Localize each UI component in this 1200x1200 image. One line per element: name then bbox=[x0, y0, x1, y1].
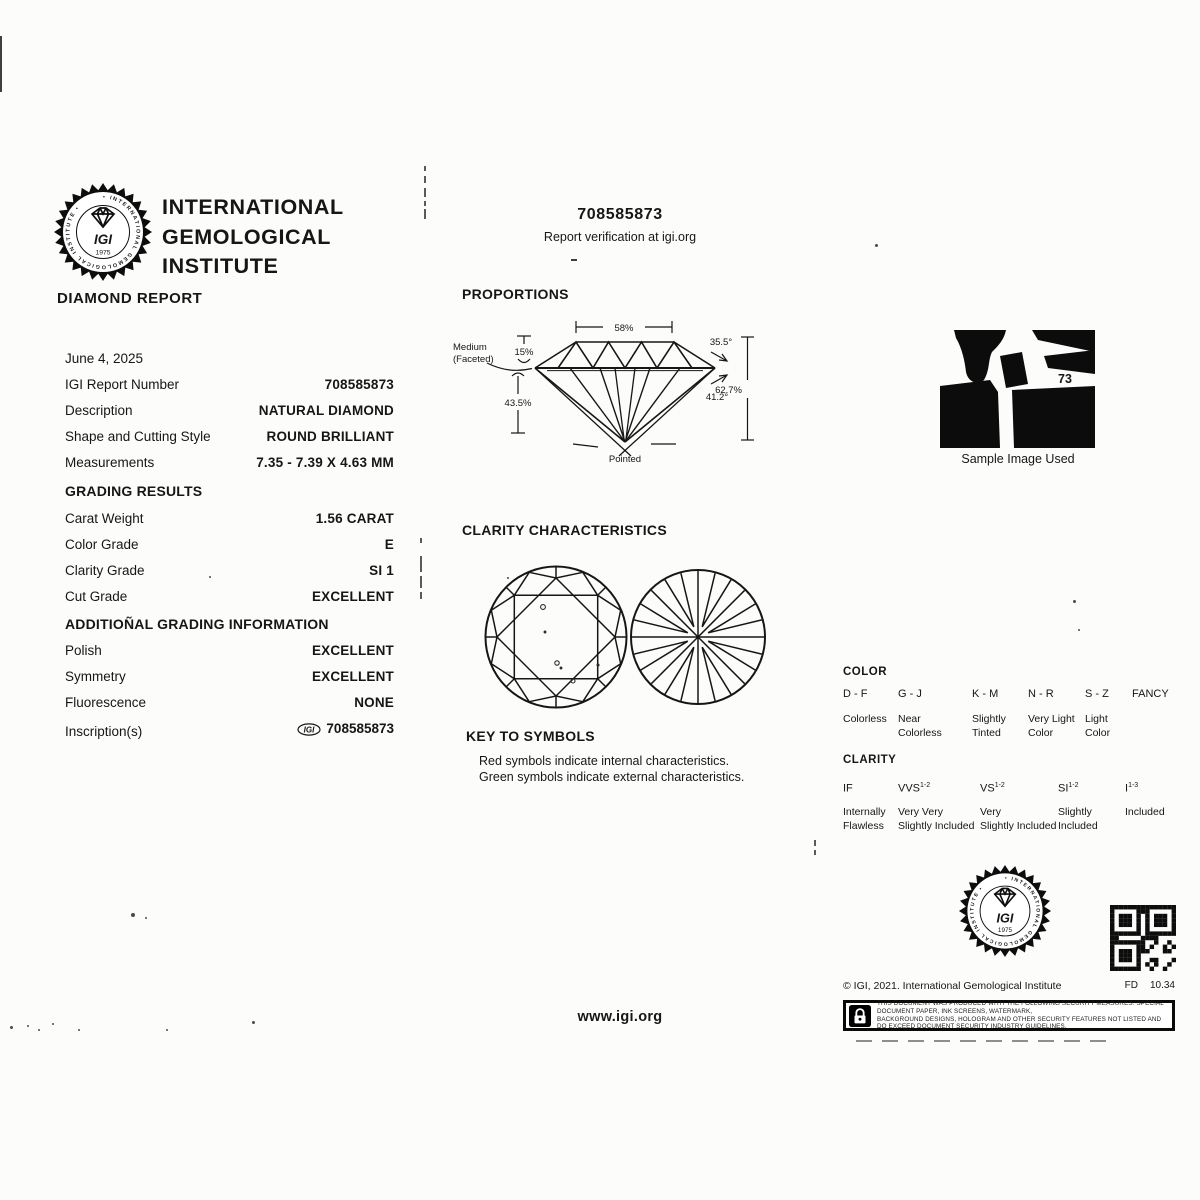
org-name-line1: INTERNATIONAL bbox=[162, 195, 344, 219]
verification-text: Report verification at igi.org bbox=[543, 230, 697, 244]
field-value: EXCELLENT bbox=[311, 643, 394, 658]
color-grade-col: K - M Slightly Tinted bbox=[972, 688, 1006, 739]
scan-speck bbox=[420, 556, 422, 572]
clarity-grade-col: IF Internally Flawless bbox=[843, 782, 886, 832]
org-name bbox=[162, 193, 344, 282]
key-to-symbols-text bbox=[479, 753, 744, 785]
scan-speck bbox=[571, 259, 577, 261]
scan-speck bbox=[814, 840, 816, 846]
qr-code bbox=[1110, 905, 1176, 971]
org-name-line3: INSTITUTE bbox=[162, 254, 279, 278]
scan-speck bbox=[52, 1023, 54, 1025]
scan-speck bbox=[814, 850, 816, 855]
scan-speck bbox=[424, 201, 426, 206]
scan-speck bbox=[424, 166, 426, 171]
inscription-row bbox=[65, 716, 394, 742]
svg-text:43.5%: 43.5% bbox=[504, 398, 532, 409]
org-name-line2: GEMOLOGICAL bbox=[162, 224, 332, 249]
clarity-plot-pavilion bbox=[618, 557, 778, 717]
igi-embossed-seal bbox=[958, 864, 1052, 958]
scan-speck bbox=[507, 577, 509, 579]
table-row bbox=[65, 506, 394, 532]
table-row bbox=[65, 372, 394, 398]
header-report-number: 708585873 bbox=[577, 206, 663, 223]
color-scale-title: COLOR bbox=[843, 666, 888, 678]
clarity-characteristics-title: CLARITY CHARACTERISTICS bbox=[462, 522, 667, 538]
scan-speck bbox=[424, 176, 426, 183]
color-grade-col: FANCY bbox=[1132, 688, 1169, 700]
seal-year: 1975 bbox=[95, 249, 111, 257]
copyright-row bbox=[843, 980, 1175, 992]
scan-speck bbox=[420, 576, 422, 588]
diamond-profile bbox=[535, 342, 715, 456]
sample-image-blobs bbox=[940, 330, 1095, 448]
report-date: June 4, 2025 bbox=[65, 351, 144, 366]
table-row bbox=[65, 424, 394, 450]
igi-inscription-logo-icon bbox=[297, 723, 321, 736]
key-green-line: Green symbols indicate external characteristics. bbox=[479, 770, 745, 784]
scan-smudge bbox=[856, 1040, 1106, 1042]
sample-image-caption: Sample Image Used bbox=[961, 452, 1075, 466]
scan-speck bbox=[1078, 629, 1080, 631]
field-label: Measurements bbox=[65, 455, 155, 470]
field-label: Carat Weight bbox=[65, 511, 144, 526]
scan-speck bbox=[10, 1026, 13, 1029]
grading-results-title: GRADING RESULTS bbox=[65, 483, 203, 499]
table-row bbox=[65, 450, 394, 476]
scan-speck bbox=[875, 244, 878, 247]
svg-text:58%: 58% bbox=[614, 323, 634, 334]
security-strip bbox=[843, 1000, 1175, 1031]
svg-text:35.5°: 35.5° bbox=[709, 337, 733, 348]
scan-speck bbox=[420, 538, 422, 543]
field-label: Color Grade bbox=[65, 537, 139, 552]
svg-text:IGI: IGI bbox=[304, 725, 315, 734]
seal-year: 1975 bbox=[997, 927, 1013, 935]
additional-grading-title: ADDITIOÑAL GRADING INFORMATION bbox=[65, 616, 329, 632]
field-label: Cut Grade bbox=[65, 589, 128, 604]
copyright-text: © IGI, 2021. International Gemological Institute bbox=[843, 980, 1062, 992]
field-label: Symmetry bbox=[65, 669, 126, 684]
table-row bbox=[65, 690, 394, 716]
svg-text:41.2°: 41.2° bbox=[705, 392, 729, 403]
field-value: 7.35 - 7.39 X 4.63 MM bbox=[256, 455, 394, 470]
sample-inscription-digits: 73 bbox=[1058, 372, 1072, 386]
field-value: NATURAL DIAMOND bbox=[258, 403, 394, 418]
field-label: Polish bbox=[65, 643, 102, 658]
clarity-grade-col: SI$^{1-2}$ Slightly Included bbox=[1058, 782, 1098, 832]
scan-speck bbox=[78, 1029, 80, 1031]
field-value: NONE bbox=[354, 695, 394, 710]
scan-speck bbox=[38, 1029, 40, 1031]
field-value: EXCELLENT bbox=[311, 669, 394, 684]
field-label: IGI Report Number bbox=[65, 377, 180, 392]
color-scale bbox=[843, 687, 1177, 740]
seal-ring-text: • INTERNATIONAL GEMOLOGICAL INSTITUTE • bbox=[65, 194, 141, 270]
field-value: SI 1 bbox=[369, 563, 394, 578]
svg-text:Medium: Medium bbox=[453, 342, 487, 353]
scan-speck bbox=[0, 36, 2, 92]
field-value: 708585873 bbox=[324, 377, 394, 392]
field-value: 1.56 CARAT bbox=[315, 511, 394, 526]
clarity-grade-col: VS$^{1-2}$ Very Slightly Included bbox=[980, 782, 1057, 832]
inscription-value bbox=[297, 716, 394, 742]
table-row bbox=[65, 638, 394, 664]
table-row bbox=[65, 532, 394, 558]
svg-text:62.7%: 62.7% bbox=[715, 385, 742, 396]
form-id: FD 10.34 bbox=[1124, 980, 1175, 991]
scan-speck bbox=[209, 576, 211, 578]
field-value: 708585873 bbox=[326, 721, 394, 736]
table-row bbox=[65, 558, 394, 584]
color-grade-col: N - R Very Light Color bbox=[1028, 688, 1075, 739]
field-label: Description bbox=[65, 403, 133, 418]
field-label: Clarity Grade bbox=[65, 563, 145, 578]
proportion-labels bbox=[453, 323, 743, 465]
report-type-title: DIAMOND REPORT bbox=[57, 290, 203, 307]
field-label: Shape and Cutting Style bbox=[65, 429, 211, 444]
table-row bbox=[65, 398, 394, 424]
scan-speck bbox=[1073, 600, 1076, 603]
scan-speck bbox=[252, 1021, 255, 1024]
seal-ring-text: • INTERNATIONAL GEMOLOGICAL INSTITUTE • bbox=[969, 875, 1041, 947]
clarity-grade-col: $I^{1-3}$ Included bbox=[1125, 782, 1165, 818]
svg-text:15%: 15% bbox=[514, 347, 534, 358]
svg-text:Pointed: Pointed bbox=[608, 454, 642, 465]
proportions-diagram bbox=[445, 310, 775, 470]
field-label: Inscription(s) bbox=[65, 723, 143, 739]
proportions-title: PROPORTIONS bbox=[462, 286, 569, 302]
seal-monogram: IGI bbox=[996, 911, 1014, 926]
scan-speck bbox=[27, 1025, 29, 1027]
inclusion-marks bbox=[541, 605, 599, 683]
security-text: THIS DOCUMENT WAS PRODUCED WITH THE FOLLOWING SECURITY MEASURES: SPECIAL DOCUMENT PAPER, INK SCREENS, WATERMARK, BACKGROUND DESIGNS, HOLOGRAM AND OTHER SECURITY FEATURES NOT LISTED AND DO EXCEED DOCUMENT SECURITY INDUSTRY GUIDELINES. bbox=[877, 999, 1164, 1031]
table-row bbox=[65, 664, 394, 690]
clarity-grade-col: VVS$^{1-2}$ Very Very Slightly Included bbox=[898, 782, 975, 832]
field-label: Fluorescence bbox=[65, 695, 147, 710]
igi-logo-seal bbox=[53, 182, 153, 282]
inscription-sample-image bbox=[940, 330, 1095, 448]
scan-speck bbox=[424, 209, 426, 219]
lock-icon bbox=[849, 1005, 871, 1027]
website-url: www.igi.org bbox=[577, 1009, 663, 1025]
seal-monogram: IGI bbox=[93, 232, 113, 247]
svg-text:(Faceted): (Faceted) bbox=[453, 354, 494, 365]
table-row bbox=[65, 584, 394, 610]
clarity-plot-crown bbox=[476, 557, 636, 717]
clarity-scale bbox=[843, 779, 1175, 833]
clarity-scale-title: CLARITY bbox=[843, 754, 897, 766]
scan-speck bbox=[166, 1029, 168, 1031]
field-value: E bbox=[384, 537, 394, 552]
scan-speck bbox=[145, 917, 147, 919]
scan-speck bbox=[131, 913, 135, 917]
report-fields bbox=[65, 346, 394, 742]
key-to-symbols-title: KEY TO SYMBOLS bbox=[466, 728, 595, 744]
report-date-row bbox=[65, 346, 394, 372]
color-grade-col: D - F Colorless bbox=[843, 688, 887, 725]
field-value: EXCELLENT bbox=[311, 589, 394, 604]
key-red-line: Red symbols indicate internal characteristics. bbox=[479, 754, 730, 768]
color-grade-col: G - J Near Colorless bbox=[898, 688, 942, 739]
field-value: ROUND BRILLIANT bbox=[266, 429, 394, 444]
scan-speck bbox=[420, 592, 422, 599]
color-grade-col: S - Z Light Color bbox=[1085, 688, 1111, 739]
scan-speck bbox=[424, 188, 426, 197]
